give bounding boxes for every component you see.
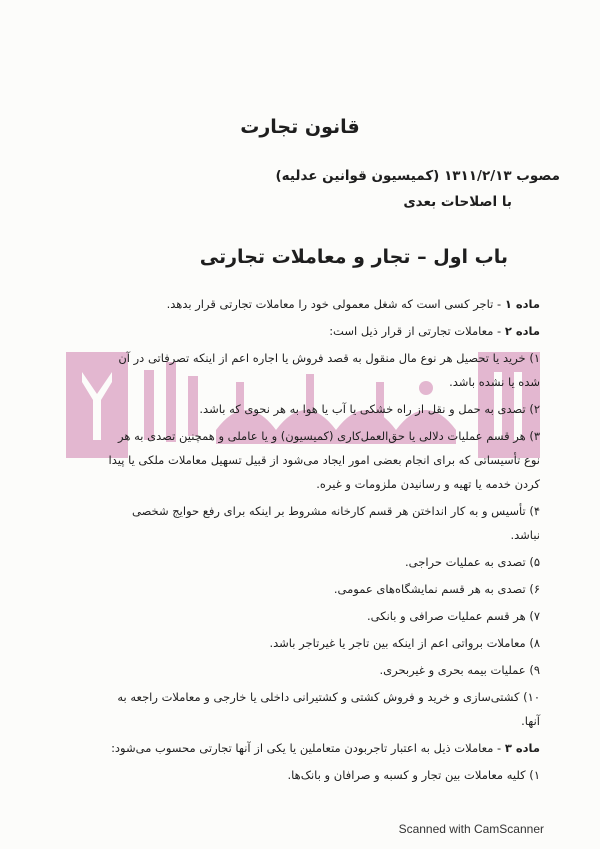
list-item: ۶) تصدی به هر قسم نمایشگاه‌های عمومی. <box>333 582 540 596</box>
list-item: ۷) هر قسم عملیات صرافی و بانکی. <box>367 609 540 623</box>
document-title: قانون تجارت <box>240 116 360 138</box>
list-item: ۱۰) کشتی‌سازی و خرید و فروش کشتی و کشتیرانی داخلی یا خارجی و معاملات راجعه به آنها. <box>117 690 540 728</box>
document-subtitle-amendments: با اصلاحات بعدی <box>403 194 512 210</box>
article-text: - تاجر کسی است که شغل معمولی خود را معاملات تجارتی قرار بدهد. <box>166 297 505 311</box>
list-item: ۴) تأسیس و به کار انداختن هر قسم کارخانه مشروط بر اینکه برای رفع حوایج شخصی نباشد. <box>131 504 540 542</box>
list-item: ۳) هر قسم عملیات دلالی یا حق‌العمل‌کاری (کمیسیون) و یا عاملی و همچنین تصدی به هر نوع تأسیساتی که برای انجام بعضی امور ایجاد می‌شود از قبیل تسهیل معاملات ملکی یا پیدا کردن خدمه یا تهیه و رسانیدن ملزومات و غیره. <box>108 429 540 491</box>
list-item: ۱) خرید یا تحصیل هر نوع مال منقول به قصد فروش یا اجاره اعم از اینکه تصرفاتی در آن شده یا نشده باشد. <box>118 351 540 389</box>
list-item: ۱) کلیه معاملات بین تجار و کسبه و صرافان و بانک‌ها. <box>287 768 540 782</box>
article-1 <box>100 292 540 316</box>
article-label: ماده ۲ <box>504 324 540 338</box>
scanner-footer: Scanned with CamScanner <box>398 822 544 836</box>
article-label: ماده ۱ <box>504 297 540 311</box>
article-text: - معاملات تجارتی از قرار ذیل است: <box>329 324 505 338</box>
list-item: ۹) عملیات بیمه بحری و غیربحری. <box>379 663 540 677</box>
article-label: ماده ۳ <box>504 741 540 755</box>
list-item: ۵) تصدی به عملیات حراجی. <box>405 555 540 569</box>
article-3 <box>100 736 540 760</box>
article-text: - معاملات ذیل به اعتبار تاجربودن متعاملین یا یکی از آنها تجارتی محسوب می‌شود: <box>111 741 505 755</box>
document-body <box>100 292 540 790</box>
document-subtitle: مصوب ۱۳۱۱/۲/۱۳ (کمیسیون قوانین عدلیه) <box>275 168 560 184</box>
list-item: ۲) تصدی به حمل و نقل از راه خشکی یا آب یا هوا به هر نحوی که باشد. <box>199 402 540 416</box>
chapter-heading: باب اول – تجار و معاملات تجارتی <box>199 246 508 268</box>
list-item: ۸) معاملات برواتی اعم از اینکه بین تاجر یا غیرتاجر باشد. <box>269 636 540 650</box>
article-2 <box>100 319 540 343</box>
